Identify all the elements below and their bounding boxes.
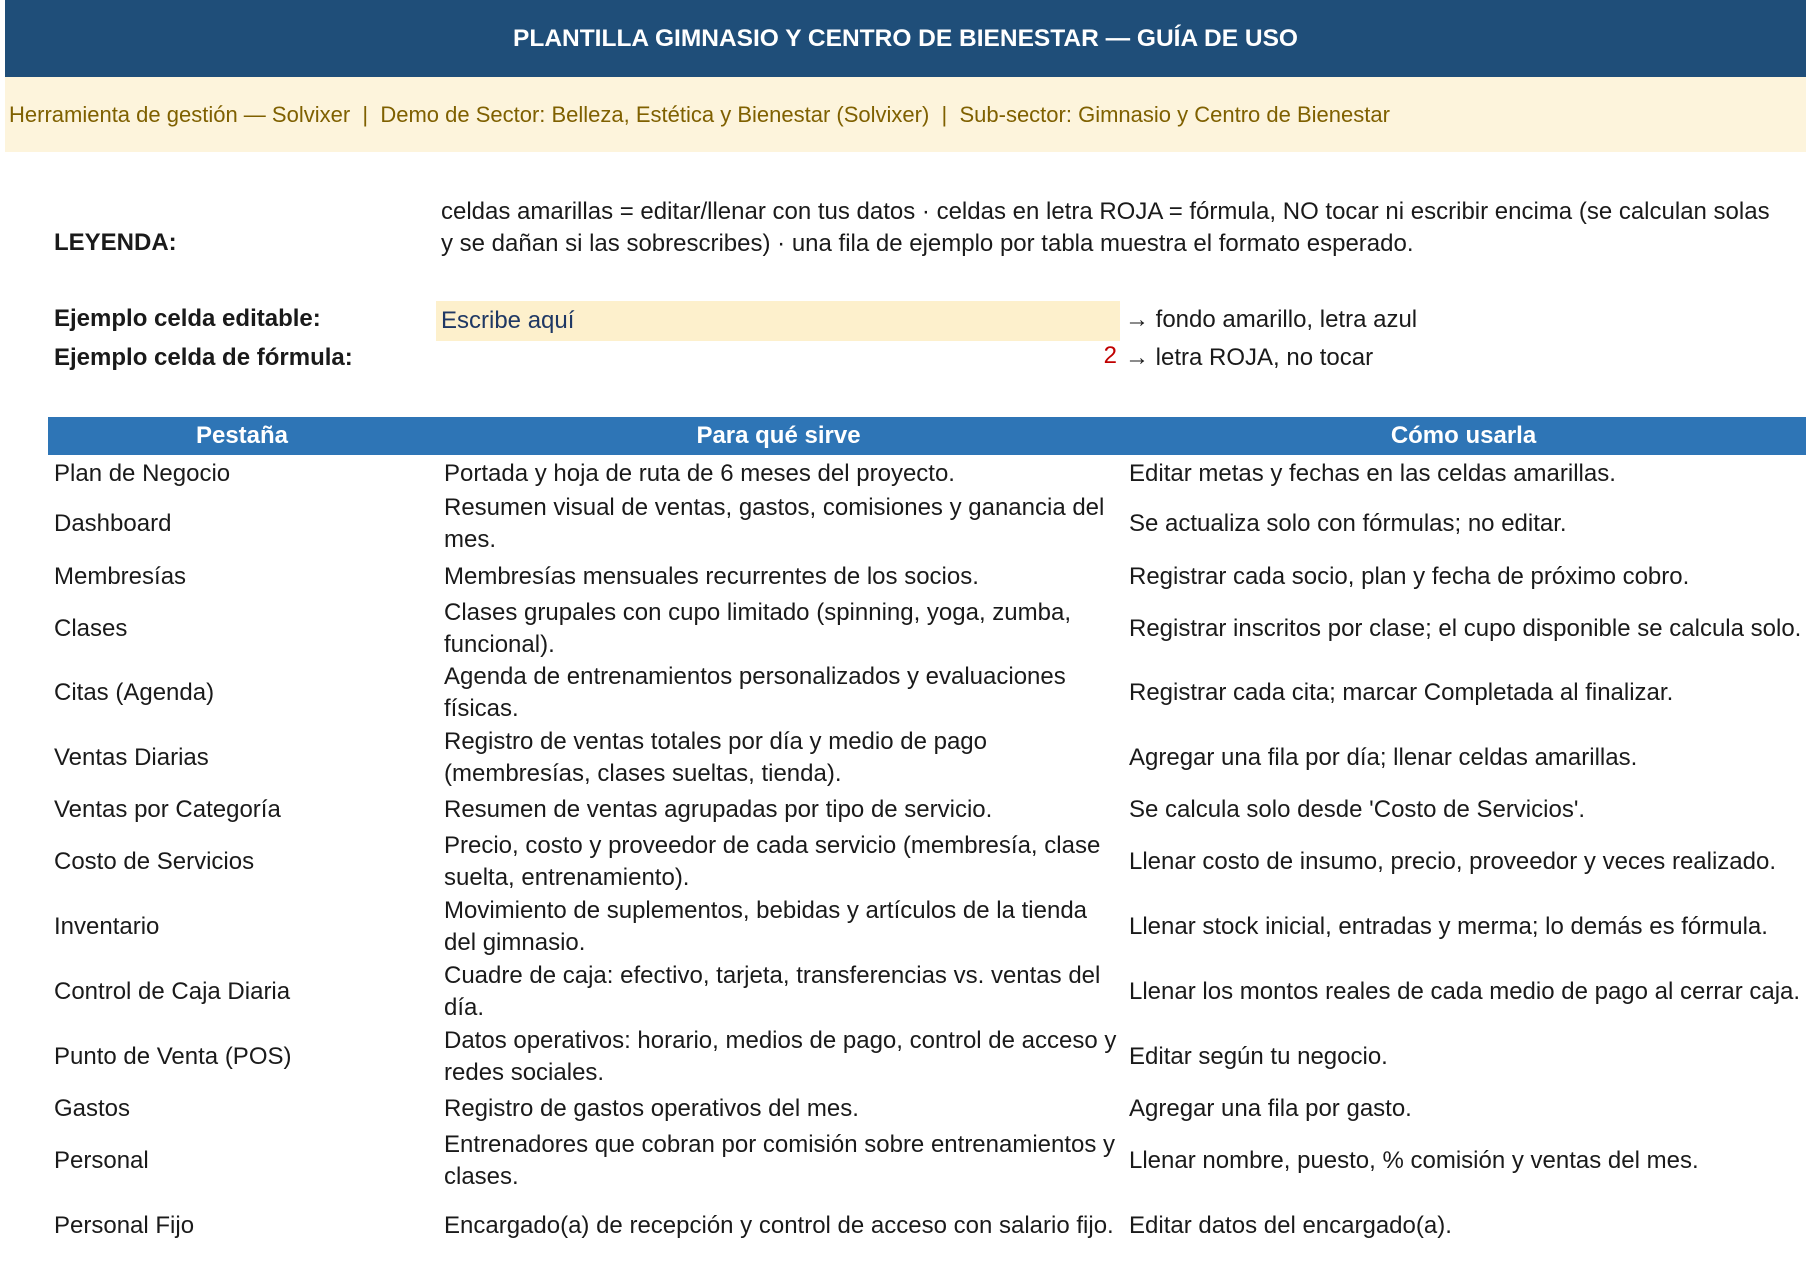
table-row [48,492,1806,556]
cell-como-usarla[interactable]: Llenar nombre, puesto, % comisión y ventas del mes. [1129,1147,1699,1174]
cell-para-que-sirve[interactable]: Membresías mensuales recurrentes de los socios. [444,562,979,590]
column-header-pestana: Pestaña [48,417,436,455]
cell-como-usarla[interactable]: Editar datos del encargado(a). [1129,1211,1452,1239]
table-row [48,959,1806,1024]
cell-para-que-sirve[interactable]: Clases grupales con cupo limitado (spinning, yoga, zumba, funcional). [444,599,1072,658]
cell-como-usarla[interactable]: Editar según tu negocio. [1129,1042,1388,1070]
cell-como-usarla[interactable]: Registrar cada cita; marcar Completada al finalizar. [1129,679,1674,706]
cell-como-usarla[interactable]: Llenar costo de insumo, precio, proveedor y veces realizado. [1129,848,1777,875]
formula-example-cell[interactable]: 2 [1103,342,1117,369]
subtitle-text: Herramienta de gestión — Solvixer | Demo de Sector: Belleza, Estética y Bienestar (Solvixer) | Sub-sector: Gimnasio y Centro de Bienestar [9,101,1390,127]
cell-para-que-sirve[interactable]: Precio, costo y proveedor de cada servicio (membresía, clase suelta, entrenamiento). [444,832,1101,891]
cell-como-usarla[interactable]: Se calcula solo desde 'Costo de Servicios'. [1129,796,1586,823]
cell-pestana[interactable]: Gastos [54,1095,131,1122]
formula-example-label: Ejemplo celda de fórmula: [54,344,353,371]
cell-pestana[interactable]: Control de Caja Diaria [54,977,291,1005]
sheet-title-banner [5,0,1806,77]
cell-para-que-sirve[interactable]: Portada y hoja de ruta de 6 meses del proyecto. [444,459,955,487]
cell-para-que-sirve[interactable]: Datos operativos: horario, medios de pago, control de acceso y redes sociales. [444,1026,1117,1086]
cell-como-usarla[interactable]: Se actualiza solo con fórmulas; no editar. [1129,510,1567,537]
table-row [48,597,1806,661]
table-row [48,1193,1806,1258]
editable-example-cell[interactable] [436,301,1120,341]
editable-example-label: Ejemplo celda editable: [54,305,321,332]
formula-example-note: → letra ROJA, no tocar [1125,344,1374,371]
table-row [48,725,1806,790]
table-row [48,894,1806,959]
legend-label: LEYENDA: [54,229,177,256]
cell-pestana[interactable]: Membresías [54,562,187,590]
cell-como-usarla[interactable]: Registrar inscritos por clase; el cupo disponible se calcula solo. [1129,615,1802,642]
table-row [48,1024,1806,1089]
cell-para-que-sirve[interactable]: Cuadre de caja: efectivo, tarjeta, transferencias vs. ventas del día. [444,961,1101,1021]
table-row [48,661,1806,725]
cell-pestana[interactable]: Plan de Negocio [54,459,231,487]
table-row [48,790,1806,830]
cell-como-usarla[interactable]: Agregar una fila por día; llenar celdas amarillas. [1129,743,1638,771]
cell-pestana[interactable]: Personal Fijo [54,1211,195,1239]
cell-para-que-sirve[interactable]: Entrenadores que cobran por comisión sobre entrenamientos y clases. [444,1131,1116,1190]
cell-pestana[interactable]: Citas (Agenda) [54,679,215,706]
cell-pestana[interactable]: Dashboard [54,510,172,537]
sheet-title: PLANTILLA GIMNASIO Y CENTRO DE BIENESTAR — GUÍA DE USO [513,24,1298,52]
cell-pestana[interactable]: Inventario [54,912,160,940]
cell-como-usarla[interactable]: Llenar stock inicial, entradas y merma; lo demás es fórmula. [1129,912,1768,940]
cell-como-usarla[interactable]: Llenar los montos reales de cada medio de pago al cerrar caja. [1129,977,1801,1005]
cell-para-que-sirve[interactable]: Registro de gastos operativos del mes. [444,1095,859,1122]
guide-table [48,417,1806,1258]
cell-como-usarla[interactable]: Editar metas y fechas en las celdas amarillas. [1129,459,1616,487]
cell-pestana[interactable]: Costo de Servicios [54,848,255,875]
cell-pestana[interactable]: Clases [54,615,128,642]
cell-para-que-sirve[interactable]: Registro de ventas totales por día y medio de pago (membresías, clases sueltas, tienda). [444,727,987,787]
cell-pestana[interactable]: Ventas Diarias [54,743,209,771]
editable-example-value: Escribe aquí [441,307,575,334]
table-row [48,1089,1806,1129]
column-header-como-usarla: Cómo usarla [1121,417,1806,455]
cell-pestana[interactable]: Ventas por Categoría [54,796,281,823]
cell-para-que-sirve[interactable]: Movimiento de suplementos, bebidas y artículos de la tienda del gimnasio. [444,896,1088,956]
cell-pestana[interactable]: Personal [54,1147,149,1174]
cell-para-que-sirve[interactable]: Resumen de ventas agrupadas por tipo de servicio. [444,796,993,823]
legend-text: celdas amarillas = editar/llenar con tus datos · celdas en letra ROJA = fórmula, NO tocar ni escribir encima (se calculan solas y se dañan si las sobrescribes) · una fila de ejemplo por tabla muestra el formato esperado. [441,198,1770,257]
cell-como-usarla[interactable]: Agregar una fila por gasto. [1129,1095,1412,1122]
editable-example-note: → fondo amarillo, letra azul [1125,306,1418,333]
cell-para-que-sirve[interactable]: Agenda de entrenamientos personalizados y evaluaciones físicas. [444,663,1066,722]
subtitle-bar [5,77,1806,152]
table-row [48,830,1806,894]
column-header-para-que-sirve: Para qué sirve [436,417,1121,455]
table-row [48,455,1806,492]
table-header-row [48,417,1806,455]
cell-pestana[interactable]: Punto de Venta (POS) [54,1042,292,1070]
table-row [48,1129,1806,1193]
cell-para-que-sirve[interactable]: Resumen visual de ventas, gastos, comisiones y ganancia del mes. [444,494,1105,553]
table-row [48,556,1806,597]
cell-para-que-sirve[interactable]: Encargado(a) de recepción y control de acceso con salario fijo. [444,1211,1114,1239]
cell-como-usarla[interactable]: Registrar cada socio, plan y fecha de próximo cobro. [1129,562,1690,590]
